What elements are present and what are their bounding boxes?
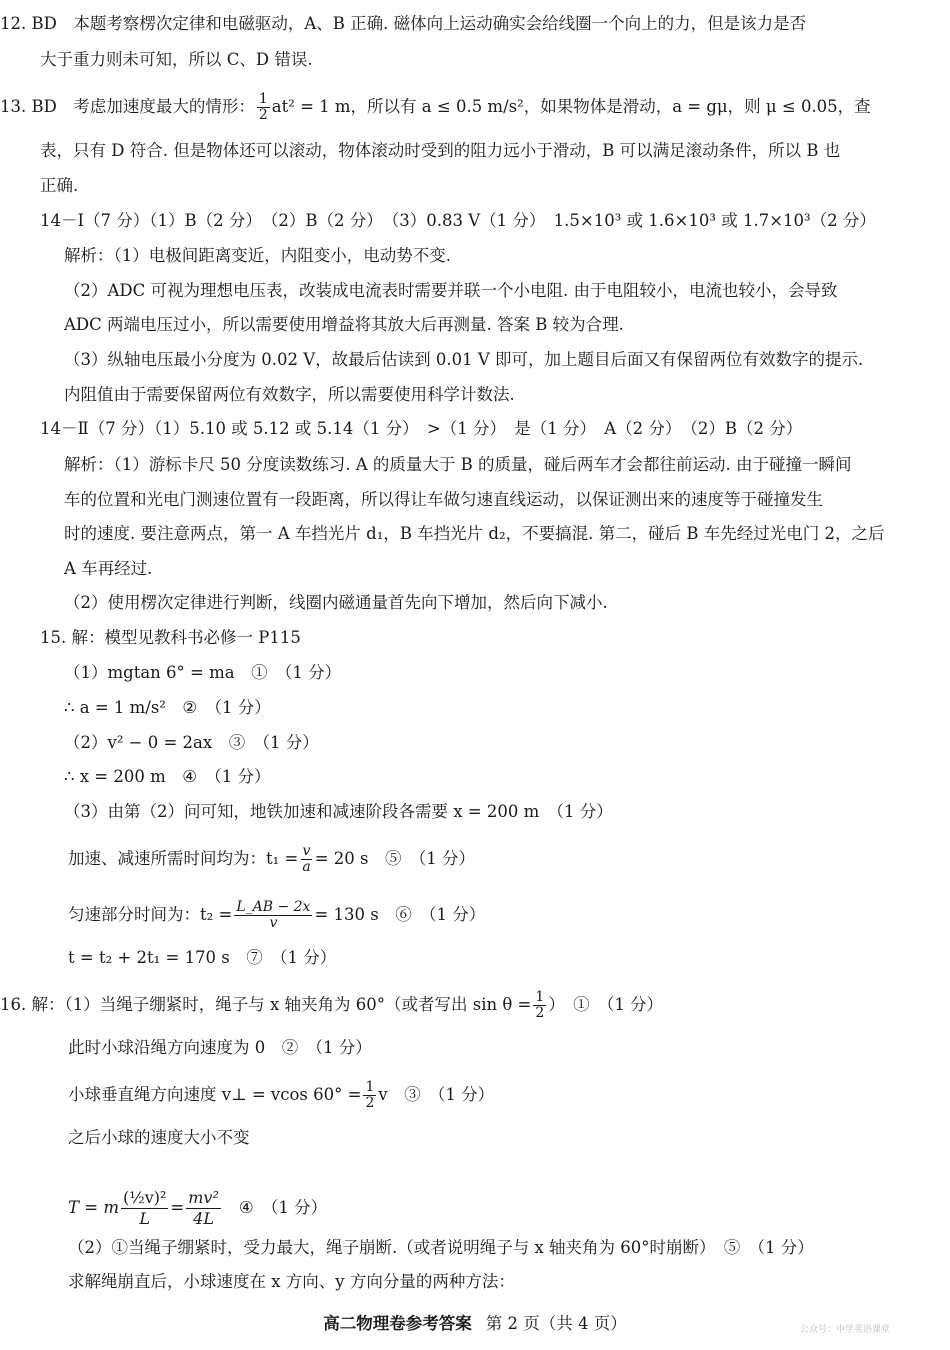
q15-eq-1: （1）mgtan 6° = ma ① （1 分） (64, 663, 342, 682)
q15-eq-6-fraction (300, 844, 312, 875)
q13-frac-denominator: 2 (258, 107, 268, 123)
q14b-line-4: A 车再经过. (64, 559, 153, 578)
q16-line-2-pre: 小球垂直绳方向速度 v⊥ = vcos 60° = (68, 1085, 362, 1104)
q15-eq-6-pre: 加速、减速所需时间均为：t₁ = (68, 849, 299, 868)
q15-eq-6 (68, 844, 475, 875)
q13-line-2: 表，只有 D 符合. 但是物体还可以滚动，物体滚动时受到的阻力远小于滑动，B 可以满足滚动条件，所以 B 也 (40, 141, 841, 160)
q16-line-2-post: v ③ （1 分） (378, 1085, 495, 1104)
q15-eq-7 (68, 900, 485, 931)
q14a-line-1: 解析：（1）电极间距离变近，内阻变小，电动势不变. (64, 246, 451, 265)
q16-head-denominator: 2 (535, 1005, 545, 1021)
q13-fraction (257, 92, 270, 123)
q16-t-equals: = (170, 1198, 185, 1217)
q13-mid: at² = 1 m，所以有 a ≤ 0.5 m/s²，如果物体是滑动，a = gμ，则 μ ≤ 0.05，查 (271, 97, 871, 116)
q15-eq-7-denominator: v (269, 915, 278, 931)
q16-t-denominator: L (139, 1209, 150, 1228)
q15-eq-7-fraction (234, 900, 312, 931)
q14a-line-4: （3）纵轴电压最小分度为 0.02 V，故最后估读到 0.01 V 即可，加上题目后面又有保留两位有效数字的提示. (64, 350, 864, 369)
q13-frac-numerator: 1 (258, 91, 268, 107)
q16-t-numerator-2: mv² (188, 1188, 219, 1207)
q14b-line-1: 解析：（1）游标卡尺 50 分度读数练习. A 的质量大于 B 的质量，碰后两车才会都往前运动. 由于碰撞一瞬间 (64, 455, 852, 474)
footer-page-number: 第 2 页（共 4 页） (485, 1314, 627, 1333)
footer-title: 高二物理卷参考答案 (323, 1314, 472, 1333)
q13-prefix: 13. BD 考虑加速度最大的情形： (0, 97, 255, 116)
q14b-line-5: （2）使用楞次定律进行判断，线圈内磁通量首先向下增加，然后向下减小. (64, 593, 608, 612)
q15-eq-5: （3）由第（2）问可知，地铁加速和减速阶段各需要 x = 200 m （1 分） (64, 802, 613, 821)
q15-eq-3: （2）v² − 0 = 2ax ③ （1 分） (64, 733, 319, 752)
q16-head-fraction (533, 990, 546, 1021)
q16-line-3: 之后小球的速度大小不变 (68, 1128, 250, 1147)
q16-t-denominator-2: 4L (193, 1209, 214, 1228)
q15-eq-6-denominator: a (302, 859, 311, 875)
q15-eq-7-post: = 130 s ⑥ （1 分） (314, 905, 486, 924)
q15-eq-8: t = t₂ + 2t₁ = 170 s ⑦ （1 分） (68, 948, 337, 967)
q16-line-2-fraction (363, 1080, 376, 1111)
q16-head-post: ） ① （1 分） (548, 995, 664, 1014)
q14a-head: 14－Ⅰ（7 分）（1）B（2 分） （2）B（2 分） （3）0.83 V（1 分） 1.5×10³ 或 1.6×10³ 或 1.7×10³（2 分） (40, 211, 876, 230)
q15-eq-7-numerator: L_AB − 2x (236, 899, 311, 915)
q14a-line-5: 内阻值由于需要保留两位有效数字，所以需要使用科学计数法. (64, 385, 515, 404)
q12-line-1: 12. BD 本题考察楞次定律和电磁驱动，A、B 正确. 磁体向上运动确实会给线圈一个向上的力，但是该力是否 (0, 14, 807, 33)
q16-head-pre: 16. 解：（1）当绳子绷紧时，绳子与 x 轴夹角为 60°（或者写出 sin θ = (0, 995, 532, 1014)
q15-eq-4: ∴ x = 200 m ④ （1 分） (64, 767, 271, 786)
q16-line-1: 此时小球沿绳方向速度为 0 ② （1 分） (68, 1038, 372, 1057)
q15-eq-7-pre: 匀速部分时间为：t₂ = (68, 905, 233, 924)
q15-eq-2: ∴ a = 1 m/s² ② （1 分） (64, 698, 271, 717)
q16-t-fraction-1 (121, 1188, 168, 1229)
q16-line-2-denominator: 2 (365, 1095, 375, 1111)
q16-t-fraction-2 (186, 1188, 221, 1229)
q16-t-pre: T = m (68, 1198, 119, 1217)
q14b-line-3: 时的速度. 要注意两点，第一 A 车挡光片 d₁，B 车挡光片 d₂，不要搞混. 第二，碰后 B 车先经过光电门 2，之后 (64, 524, 885, 543)
q13-line-3: 正确. (40, 176, 79, 195)
q14a-line-2: （2）ADC 可视为理想电压表，改装成电流表时需要并联一个小电阻. 由于电阻较小，电流也较小，会导致 (64, 281, 838, 300)
q16-tension-eq (68, 1188, 327, 1229)
q16-t-numerator: (½v)² (122, 1188, 167, 1207)
q16-line-4: （2）①当绳子绷紧时，受力最大，绳子崩断.（或者说明绳子与 x 轴夹角为 60°时崩断） ⑤ （1 分） (68, 1238, 814, 1257)
q16-line-2 (68, 1080, 494, 1111)
q16-head (0, 990, 663, 1021)
q15-eq-6-post: = 20 s ⑤ （1 分） (314, 849, 475, 868)
q14a-line-3: ADC 两端电压过小，所以需要使用增益将其放大后再测量. 答案 B 较为合理. (64, 315, 624, 334)
q16-t-post: ④ （1 分） (238, 1198, 328, 1217)
q16-head-numerator: 1 (535, 989, 545, 1005)
q15-eq-6-numerator: v (302, 843, 311, 859)
q15-head: 15. 解：模型见教科书必修一 P115 (40, 628, 301, 647)
q13-line-1 (0, 92, 871, 123)
watermark: 公众号：中学英语课堂 (800, 1325, 891, 1335)
q16-line-2-numerator: 1 (365, 1079, 375, 1095)
q14b-head: 14－Ⅱ（7 分）（1）5.10 或 5.12 或 5.14（1 分） >（1 分） 是（1 分） A（2 分） （2）B（2 分） (40, 419, 803, 438)
q12-line-2: 大于重力则未可知，所以 C、D 错误. (40, 50, 313, 69)
q16-line-5: 求解绳崩直后，小球速度在 x 方向、y 方向分量的两种方法： (68, 1272, 515, 1291)
q14b-line-2: 车的位置和光电门测速位置有一段距离，所以得让车做匀速直线运动，以保证测出来的速度等于碰撞发生 (64, 490, 823, 509)
